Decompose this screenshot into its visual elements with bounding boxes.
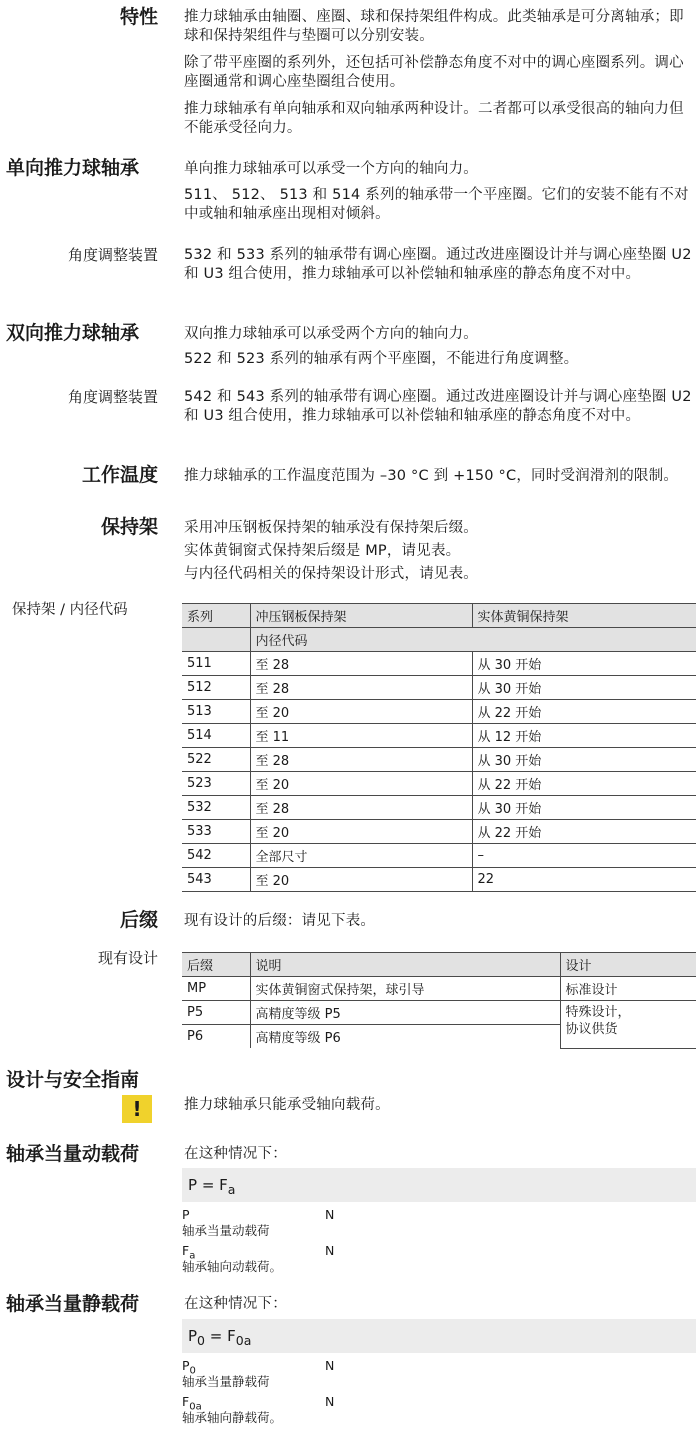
features-paragraph-1: 推力球轴承由轴圈、座圈、球和保持架组件构成。此类轴承是可分离轴承；即球和保持架组件与垫圈可以分别安装。 — [184, 9, 684, 44]
suffix-text: 现有设计的后缀：请见下表。 — [184, 913, 376, 929]
warning-icon: ! — [122, 1095, 152, 1123]
cell-steel: 至 20 — [250, 820, 472, 844]
col-suffix: 后缀 — [182, 953, 250, 977]
col-description: 说明 — [250, 953, 560, 977]
cell-brass: 从 22 开始 — [472, 700, 696, 724]
cell-series: 543 — [182, 868, 250, 892]
cell-series: 533 — [182, 820, 250, 844]
single-angle-text: 532 和 533 系列的轴承带有调心座圈。通过改进座圈设计并与调心座垫圈 U2 和 U3 组合使用，推力球轴承可以补偿轴和轴承座的静态角度不对中。 — [184, 247, 692, 282]
cell-brass: 从 22 开始 — [472, 772, 696, 796]
features-paragraph-2: 除了带平座圈的系列外，还包括可补偿静态角度不对中的调心座圈系列。调心座圈通常和调心座垫圈组合使用。 — [184, 55, 684, 90]
cell-steel: 至 11 — [250, 724, 472, 748]
cell-brass: 22 — [472, 868, 696, 892]
dynamic-formula: $P = F_a$ — [182, 1168, 696, 1202]
heading-suffix: 后缀 — [119, 909, 158, 931]
cell-series: 512 — [182, 676, 250, 700]
col-bore-code: 内径代码 — [250, 628, 696, 652]
cage-table — [182, 603, 696, 892]
cage-table-header — [182, 604, 696, 628]
cell-series: 513 — [182, 700, 250, 724]
cell-brass: 从 30 开始 — [472, 652, 696, 676]
table-row: P5 高精度等级 P5 特殊设计， 协议供货 — [182, 1001, 696, 1025]
heading-single-angle: 角度调整装置 — [67, 246, 158, 264]
col-steel: 冲压钢板保持架 — [250, 604, 472, 628]
table-row — [182, 652, 696, 676]
definition-symbol: $F_{0a}$ N — [182, 1394, 335, 1413]
cage-table-label: 保持架 / 内径代码 — [12, 602, 128, 618]
table-row — [182, 844, 696, 868]
table-row: P6 高精度等级 P6 — [182, 1025, 696, 1049]
cage-line-1: 采用冲压钢板保持架的轴承没有保持架后缀。 — [184, 520, 478, 536]
double-paragraph-2: 522 和 523 系列的轴承有两个平座圈，不能进行角度调整。 — [184, 351, 579, 367]
table-row — [182, 796, 696, 820]
definition-symbol: P N — [182, 1207, 335, 1222]
cell-brass: – — [472, 844, 696, 868]
cell-brass: 从 12 开始 — [472, 724, 696, 748]
cage-line-2: 实体黄铜窗式保持架后缀是 MP，请见表。 — [184, 543, 461, 559]
cell-series: 542 — [182, 844, 250, 868]
double-angle-text: 542 和 543 系列的轴承带有调心座圈。通过改进座圈设计并与调心座垫圈 U2 和 U3 组合使用，推力球轴承可以补偿轴和轴承座的静态角度不对中。 — [184, 389, 692, 424]
heading-dynamic-load: 轴承当量动载荷 — [6, 1143, 140, 1165]
table-row — [182, 772, 696, 796]
table-row: MP 实体黄铜窗式保持架，球引导 标准设计 — [182, 977, 696, 1001]
table-row — [182, 700, 696, 724]
heading-double-angle: 角度调整装置 — [67, 388, 158, 406]
cell-steel: 至 20 — [250, 772, 472, 796]
cell-series: 523 — [182, 772, 250, 796]
table-row — [182, 724, 696, 748]
static-intro: 在这种情况下： — [184, 1296, 287, 1312]
definition-symbol: $P_0$ N — [182, 1358, 335, 1377]
cell-brass: 从 30 开始 — [472, 748, 696, 772]
dynamic-definitions — [182, 1207, 335, 1275]
heading-temperature: 工作温度 — [81, 464, 158, 486]
single-paragraph-1: 单向推力球轴承可以承受一个方向的轴向力。 — [184, 161, 478, 177]
col-design: 设计 — [560, 953, 696, 977]
suffix-table-header — [182, 953, 696, 977]
col-brass: 实体黄铜保持架 — [472, 604, 696, 628]
definition-symbol: $F_a$ N — [182, 1243, 335, 1262]
static-formula: $P_0 = F_{0a}$ — [182, 1319, 696, 1353]
cell-series: 511 — [182, 652, 250, 676]
table-row — [182, 868, 696, 892]
merged-design-cell: 特殊设计， 协议供货 — [560, 1001, 696, 1049]
col-series: 系列 — [182, 604, 250, 628]
heading-safety: 设计与安全指南 — [6, 1069, 140, 1091]
cell-steel: 至 20 — [250, 700, 472, 724]
definition-text: 轴承轴向静载荷。 — [182, 1410, 283, 1425]
cell-steel: 全部尺寸 — [250, 844, 472, 868]
cell-brass: 从 30 开始 — [472, 796, 696, 820]
cell-steel: 至 28 — [250, 652, 472, 676]
cage-line-3: 与内径代码相关的保持架设计形式，请见表。 — [184, 566, 478, 582]
table-row — [182, 676, 696, 700]
table-row — [182, 820, 696, 844]
heading-cage: 保持架 — [100, 516, 158, 538]
heading-double-direction: 双向推力球轴承 — [6, 322, 140, 344]
cage-table-subheader — [182, 628, 696, 652]
double-paragraph-1: 双向推力球轴承可以承受两个方向的轴向力。 — [184, 326, 478, 342]
cell-steel: 至 20 — [250, 868, 472, 892]
definition-text: 轴承轴向动载荷。 — [182, 1259, 283, 1274]
temperature-text: 推力球轴承的工作温度范围为 –30 °C 到 +150 °C，同时受润滑剂的限制。 — [184, 468, 679, 484]
cell-steel: 至 28 — [250, 676, 472, 700]
suffix-table — [182, 952, 696, 1049]
dynamic-intro: 在这种情况下： — [184, 1146, 287, 1162]
definition-text: 轴承当量动载荷 — [182, 1223, 270, 1238]
cell-steel: 至 28 — [250, 796, 472, 820]
cell-series: 514 — [182, 724, 250, 748]
cell-brass: 从 22 开始 — [472, 820, 696, 844]
suffix-table-label: 现有设计 — [97, 949, 158, 967]
heading-static-load: 轴承当量静载荷 — [6, 1293, 140, 1315]
definition-text: 轴承当量静载荷 — [182, 1374, 270, 1389]
cell-series: 522 — [182, 748, 250, 772]
cell-series: 532 — [182, 796, 250, 820]
heading-single-direction: 单向推力球轴承 — [6, 157, 140, 179]
safety-text: 推力球轴承只能承受轴向载荷。 — [184, 1097, 390, 1113]
single-paragraph-2: 511、 512、 513 和 514 系列的轴承带一个平座圈。它们的安装不能有不对中或轴和轴承座出现相对倾斜。 — [184, 187, 689, 222]
static-definitions — [182, 1358, 335, 1426]
heading-features: 特性 — [119, 6, 158, 28]
features-paragraph-3: 推力球轴承有单向轴承和双向轴承两种设计。二者都可以承受很高的轴向力但不能承受径向力。 — [184, 101, 684, 136]
cell-brass: 从 30 开始 — [472, 676, 696, 700]
cell-steel: 至 28 — [250, 748, 472, 772]
table-row — [182, 748, 696, 772]
